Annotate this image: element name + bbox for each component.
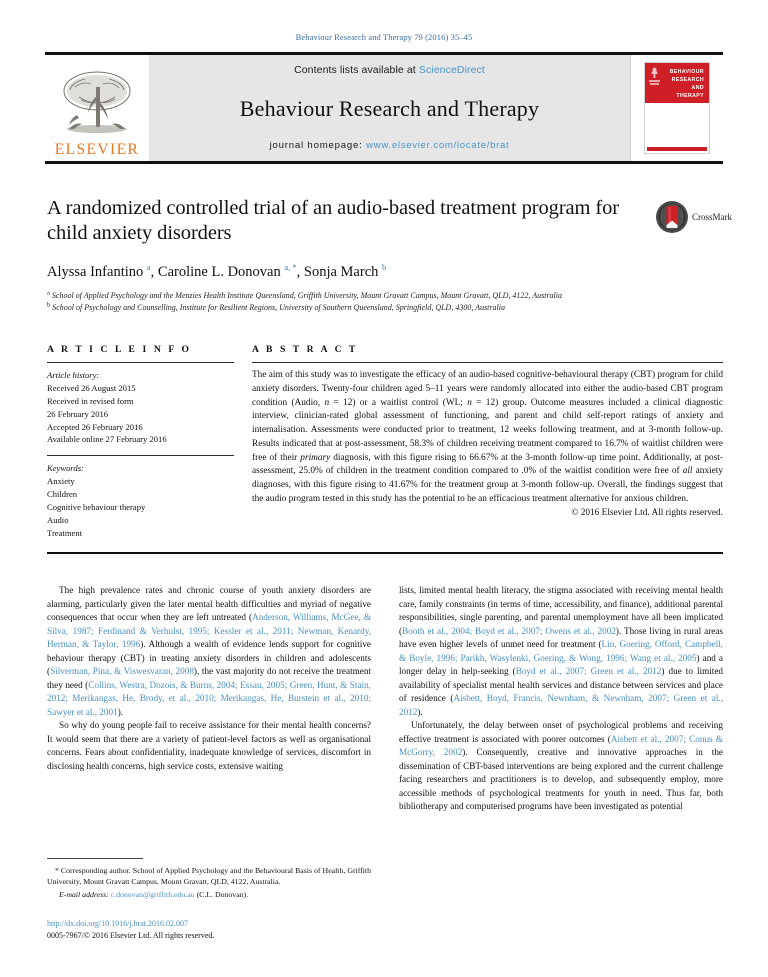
journal-homepage-line — [270, 140, 510, 151]
cover-journal-name — [661, 67, 706, 100]
abstract-heading: A B S T R A C T — [252, 344, 358, 355]
abstract-copyright: © 2016 Elsevier Ltd. All rights reserved. — [571, 507, 723, 518]
elsevier-wordmark: ELSEVIER — [54, 140, 140, 158]
keyword-item: Cognitive behaviour therapy — [47, 502, 146, 513]
email-owner: (C.L. Donovan). — [196, 889, 249, 899]
issn-copyright-line: 0005-7967/© 2016 Elsevier Ltd. All rights reserved. — [47, 930, 215, 940]
corresponding-author-note: * Corresponding author. School of Applied Psychology and the Behavioural Basis of Health, Griffith University, Mount Gravatt Campus, Mount Gravatt, QLD, 4122, Australia. — [47, 866, 371, 887]
footnote-rule — [47, 858, 143, 859]
homepage-prefix: journal homepage: — [269, 140, 367, 151]
journal-cover-cell — [630, 55, 723, 161]
article-history-item: Received 26 August 2015 — [47, 382, 136, 393]
journal-masthead — [45, 52, 723, 164]
abstract-column — [252, 344, 723, 540]
cover-body — [645, 103, 709, 147]
cover-name-line-3: THERAPY — [676, 93, 704, 100]
imprint-block — [47, 918, 377, 941]
cover-name-line-1: BEHAVIOUR — [669, 69, 704, 75]
keywords-label: Keywords: — [47, 463, 84, 474]
article-info-rule — [47, 362, 234, 363]
journal-title: Behaviour Research and Therapy — [239, 96, 540, 121]
article-history-item: 26 February 2016 — [47, 408, 109, 419]
article-info-column — [47, 344, 252, 540]
body-paragraph: The high prevalence rates and chronic course of youth anxiety disorders are alarming, particularly given the later mental health difficulties and myriad of negative consequences that occur when they are left untreated (Anderson, Williams, McGee, & Silva, 1987; Ferdinand & Verhulst, 1995; Kessler et al., 2011; Newman, Kenardy, Herman, & Taylor, 1996). Although a wealth of evidence lends support for cognitive behaviour therapy (CBT) in treating anxiety disorders in children and adolescents (Silverman, Pina, & Viswesvaran, 2008), the vast majority do not receive the treatment they need (Collins, Westra, Dozois, & Burns, 2004; Essau, 2005; Green, Hunt, & Stain, 2012; Merikangas, He, Brody, et al., 2010; Merikangas, He, Burstein et al., 2010; Sawyer et al., 2001). — [47, 585, 371, 717]
email-row — [47, 889, 371, 900]
info-abstract-section — [47, 344, 723, 540]
crossmark-badge[interactable] — [655, 200, 732, 234]
elsevier-logo — [45, 55, 149, 161]
affiliation-text-b: School of Psychology and Counselling, Institute for Resilient Regions, University of Southern Queensland, Springfield, QLD, 4300, Australia — [52, 302, 505, 312]
body-columns — [47, 584, 723, 814]
title-block — [47, 196, 647, 314]
journal-homepage-link[interactable]: www.elsevier.com/locate/brat — [366, 140, 510, 151]
keyword-item: Treatment — [47, 527, 83, 538]
cover-name-line-2: RESEARCH AND — [671, 77, 704, 92]
affiliation-a — [47, 290, 622, 302]
affiliation-list — [47, 290, 622, 313]
keywords-rule — [47, 455, 234, 456]
section-divider — [47, 552, 723, 554]
affiliation-b — [47, 302, 622, 314]
keyword-item: Children — [47, 489, 78, 500]
article-history-label: Article history: — [47, 370, 100, 380]
article-history-item: Available online 27 February 2016 — [47, 434, 167, 445]
cover-footer-bar — [647, 147, 707, 151]
article-history-item: Received in revised form — [47, 395, 134, 406]
crossmark-label: CrossMark — [692, 212, 732, 222]
crossmark-icon — [655, 200, 689, 234]
email-link[interactable]: c.donovan@griffith.edu.au — [110, 889, 195, 899]
body-paragraph: lists, limited mental health literacy, the stigma associated with receiving mental health care, family constraints (in terms of time, accessibility, and finance), additional parental responsibilities, single parenting, and parental unemployment have all been implicated (Booth et al., 2004; Boyd et al., 2007; Owens et al., 2002). Those living in rural areas have even higher levels of unmet need for treatment (Lin, Goering, Offord, Campbell, & Boyle, 1996; Parikh, Wasylenki, Goering, & Wong, 1996; Wang et al., 2005) and a longer delay in help-seeking (Boyd et al., 2007; Green et al., 2012) due to limited availability of specialist mental health services and distance between services and place of residence (Aisbett, Boyd, Francis, Newnham, & Newnham, 2007; Green et al., 2012). — [399, 585, 724, 717]
elsevier-tree-icon — [55, 67, 139, 141]
affiliation-text-a: School of Applied Psychology and the Menzies Health Institute Queensland, Griffith University, Mount Gravatt Campus, Mount Gravatt, QLD, 4122, Australia — [51, 291, 562, 301]
page-title: A randomized controlled trial of an audio-based treatment program for child anxiety disorders — [47, 197, 620, 244]
keyword-item: Audio — [47, 514, 69, 525]
footnote-block — [47, 858, 371, 900]
body-paragraph: So why do young people fail to receive assistance for their mental health concerns? It would seem that there are a variety of patient-level factors as well as organisational concerns. Fears about confidentiality, inadequate knowledge of services, discomfort in disclosing health concerns, high service costs, extensive waiting — [47, 720, 371, 771]
running-head: Behaviour Research and Therapy 79 (2016) 35–45 — [295, 32, 473, 42]
body-paragraph: Unfortunately, the delay between onset of psychological problems and receiving effective treatment is associated with poorer outcomes (Aisbett et al., 2007; Conus & McGorry, 2002). Consequently, creative and innovative approaches in the dissemination of CBT-based interventions are being explored and the current challenge facing researchers and practitioners is to develop, and subsequently employ, more accessible methods of psychological treatments for youth in need. Thus far, both bibliotherapy and computerised programs have been investigated as potential — [399, 720, 723, 812]
article-history-item: Accepted 26 February 2016 — [47, 421, 143, 432]
cover-header — [645, 63, 709, 103]
affiliation-marker-b: b — [47, 301, 51, 309]
abstract-rule — [252, 362, 723, 363]
masthead-center — [149, 55, 630, 161]
contents-available-line — [294, 64, 485, 76]
doi-link[interactable]: http://dx.doi.org/10.1016/j.brat.2016.02.007 — [47, 919, 188, 928]
affiliation-marker-a: a — [47, 289, 50, 297]
article-info-heading: A R T I C L E I N F O — [47, 344, 192, 355]
author-list: Alyssa Infantino $^a$, Caroline L. Donovan $^{a, *}$, Sonja March $^b$ — [47, 262, 387, 280]
body-column-right — [399, 584, 723, 814]
keyword-item: Anxiety — [47, 476, 75, 487]
journal-cover-thumbnail — [644, 62, 710, 154]
cover-elsevier-logo-icon — [648, 67, 661, 100]
contents-prefix: Contents lists available at — [294, 64, 419, 76]
body-column-left — [47, 584, 371, 814]
sciencedirect-link[interactable]: ScienceDirect — [418, 64, 485, 76]
email-label: E-mail address: — [59, 889, 109, 899]
abstract-text: The aim of this study was to investigate the efficacy of an audio-based cognitive-behavioural therapy (CBT) program for child anxiety disorders. Twenty-four children aged 5–11 years were randomly allocated into either the audio-based CBT program condition (Audio, n = 12) or a waitlist control (WL; n = 12) group. Outcome measures included a clinical diagnostic interview, clinician-rated global assessment of functioning, and parent and child self-report ratings of anxiety and internalisation. Assessments were conducted prior to treatment, 12 weeks following treatment, and at 3-month follow-up. Results indicated that at post-assessment, 58.3% of children receiving treatment compared to 16.7% of waitlist children were free of their primary diagnosis, with this figure rising to 66.67% at the 3-month follow-up time point. Additionally, at post-assessment, 25.0% of children in the treatment condition compared to .0% of the waitlist condition were free of all anxiety diagnoses, with this figure rising to 41.67% for the treatment group at 3-month follow-up. Overall, the findings suggest that the audio program tested in this study has the potential to be an efficacious treatment alternative for anxious children. — [252, 370, 723, 504]
